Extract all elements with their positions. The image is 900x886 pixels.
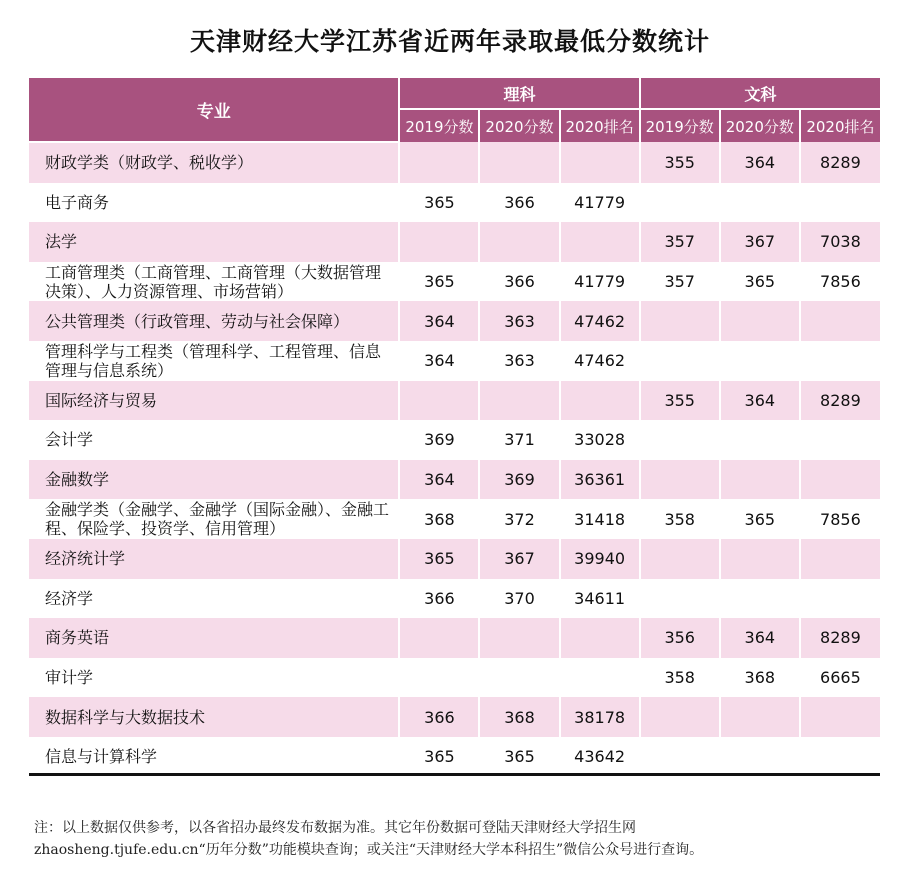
table-row <box>29 539 880 579</box>
arts-2020-score-cell <box>720 341 800 381</box>
table-row <box>29 499 880 539</box>
science-2020-score-cell: 368 <box>479 697 559 737</box>
arts-2020-rank-cell: 8289 <box>800 381 880 421</box>
arts-2019-score-cell: 358 <box>640 658 720 698</box>
arts-2020-score-cell: 364 <box>720 381 800 421</box>
arts-2020-rank-cell: 6665 <box>800 658 880 698</box>
arts-2020-score-cell <box>720 301 800 341</box>
table-row <box>29 737 880 777</box>
science-2019-score-cell: 365 <box>399 262 479 302</box>
science-2020-score-cell <box>479 142 559 183</box>
science-2019-score-cell: 365 <box>399 737 479 777</box>
table-row <box>29 658 880 698</box>
science-2020-score-cell: 371 <box>479 420 559 460</box>
science-2020-rank-cell <box>560 142 640 183</box>
table-row <box>29 142 880 183</box>
arts-2020-rank-cell <box>800 460 880 500</box>
science-2020-score-cell <box>479 618 559 658</box>
arts-2020-rank-cell: 7856 <box>800 499 880 539</box>
major-cell: 国际经济与贸易 <box>29 381 399 421</box>
arts-2019-score-cell: 358 <box>640 499 720 539</box>
science-2020-score-cell: 369 <box>479 460 559 500</box>
arts-2019-score-cell: 357 <box>640 222 720 262</box>
major-cell: 审计学 <box>29 658 399 698</box>
arts-2020-score-cell <box>720 697 800 737</box>
science-2020-rank-cell: 36361 <box>560 460 640 500</box>
major-cell: 信息与计算科学 <box>29 737 399 777</box>
science-2020-rank-cell <box>560 618 640 658</box>
arts-2019-score-cell <box>640 341 720 381</box>
major-cell: 电子商务 <box>29 183 399 223</box>
arts-2020-rank-cell: 7856 <box>800 262 880 302</box>
arts-2019-score-cell <box>640 697 720 737</box>
science-2020-score-cell: 372 <box>479 499 559 539</box>
arts-2019-score-cell <box>640 420 720 460</box>
table-row <box>29 262 880 302</box>
arts-2020-rank-cell <box>800 697 880 737</box>
arts-2020-score-cell <box>720 420 800 460</box>
science-2020-rank-cell: 38178 <box>560 697 640 737</box>
science-2019-score-cell <box>399 222 479 262</box>
arts-2019-score-cell: 355 <box>640 142 720 183</box>
major-cell: 财政学类（财政学、税收学） <box>29 142 399 183</box>
major-cell: 经济统计学 <box>29 539 399 579</box>
footnote-line-2: zhaosheng.tjufe.edu.cn“历年分数”功能模块查询；或关注“天津财经大学本科招生”微信公众号进行查询。 <box>34 842 704 858</box>
table-row <box>29 341 880 381</box>
science-2020-score-cell <box>479 381 559 421</box>
table-row <box>29 301 880 341</box>
arts-2019-score-cell: 357 <box>640 262 720 302</box>
arts-2020-rank-cell <box>800 341 880 381</box>
science-2020-score-cell <box>479 222 559 262</box>
arts-2020-score-cell: 367 <box>720 222 800 262</box>
science-2020-rank-cell: 34611 <box>560 579 640 619</box>
table-bottom-rule <box>29 773 880 776</box>
arts-2020-rank-cell <box>800 579 880 619</box>
arts-2020-score-cell: 364 <box>720 142 800 183</box>
science-2020-score-header: 2020分数 <box>479 109 559 142</box>
science-2019-score-cell: 368 <box>399 499 479 539</box>
table-row <box>29 222 880 262</box>
major-cell: 工商管理类（工商管理、工商管理（大数据管理决策）、人力资源管理、市场营销） <box>29 262 399 302</box>
science-2020-rank-cell <box>560 658 640 698</box>
science-2019-score-header: 2019分数 <box>399 109 479 142</box>
arts-2020-score-cell: 365 <box>720 499 800 539</box>
table-row <box>29 579 880 619</box>
arts-2019-score-cell: 355 <box>640 381 720 421</box>
arts-2020-rank-cell: 8289 <box>800 618 880 658</box>
table-row <box>29 420 880 460</box>
major-cell: 商务英语 <box>29 618 399 658</box>
science-2019-score-cell <box>399 658 479 698</box>
arts-2020-score-cell: 365 <box>720 262 800 302</box>
arts-2020-score-cell <box>720 737 800 777</box>
arts-2020-rank-cell <box>800 301 880 341</box>
major-cell: 金融学类（金融学、金融学（国际金融）、金融工程、保险学、投资学、信用管理） <box>29 499 399 539</box>
arts-2020-rank-cell <box>800 420 880 460</box>
arts-2019-score-cell <box>640 301 720 341</box>
arts-2020-rank-cell: 8289 <box>800 142 880 183</box>
arts-2020-score-cell <box>720 183 800 223</box>
science-2019-score-cell: 365 <box>399 183 479 223</box>
science-2019-score-cell <box>399 142 479 183</box>
table-row <box>29 697 880 737</box>
footnote <box>34 817 884 861</box>
major-cell: 公共管理类（行政管理、劳动与社会保障） <box>29 301 399 341</box>
major-cell: 管理科学与工程类（管理科学、工程管理、信息管理与信息系统） <box>29 341 399 381</box>
science-2019-score-cell: 364 <box>399 341 479 381</box>
arts-2019-score-cell <box>640 539 720 579</box>
arts-2020-score-cell: 368 <box>720 658 800 698</box>
science-2020-score-cell <box>479 658 559 698</box>
science-2020-score-cell: 365 <box>479 737 559 777</box>
table-row <box>29 460 880 500</box>
science-2020-rank-cell: 31418 <box>560 499 640 539</box>
arts-2020-score-cell <box>720 539 800 579</box>
arts-2020-score-cell <box>720 460 800 500</box>
arts-2020-rank-cell: 7038 <box>800 222 880 262</box>
arts-2020-rank-cell <box>800 183 880 223</box>
science-2020-score-cell: 363 <box>479 301 559 341</box>
arts-2019-score-cell <box>640 579 720 619</box>
science-2019-score-cell: 365 <box>399 539 479 579</box>
major-column-header: 专业 <box>29 78 399 142</box>
science-2020-score-cell: 363 <box>479 341 559 381</box>
table-row <box>29 618 880 658</box>
science-2020-rank-cell <box>560 381 640 421</box>
science-2020-rank-cell: 41779 <box>560 262 640 302</box>
table-row <box>29 183 880 223</box>
science-2019-score-cell <box>399 618 479 658</box>
arts-2020-score-cell: 364 <box>720 618 800 658</box>
arts-2020-score-cell <box>720 579 800 619</box>
footnote-line-1: 注：以上数据仅供参考，以各省招办最终发布数据为准。其它年份数据可登陆天津财经大学招生网 <box>34 820 636 836</box>
science-2020-rank-cell: 47462 <box>560 341 640 381</box>
arts-2019-score-header: 2019分数 <box>640 109 720 142</box>
major-cell: 经济学 <box>29 579 399 619</box>
science-2020-score-cell: 370 <box>479 579 559 619</box>
major-cell: 金融数学 <box>29 460 399 500</box>
major-cell: 数据科学与大数据技术 <box>29 697 399 737</box>
science-2020-score-cell: 367 <box>479 539 559 579</box>
arts-2019-score-cell <box>640 460 720 500</box>
science-2020-rank-header: 2020排名 <box>560 109 640 142</box>
science-2020-rank-cell <box>560 222 640 262</box>
science-2019-score-cell <box>399 381 479 421</box>
table-row <box>29 381 880 421</box>
arts-group-header: 文科 <box>640 78 880 109</box>
science-2020-rank-cell: 43642 <box>560 737 640 777</box>
science-2020-rank-cell: 33028 <box>560 420 640 460</box>
science-2020-rank-cell: 41779 <box>560 183 640 223</box>
major-cell: 法学 <box>29 222 399 262</box>
science-2020-rank-cell: 39940 <box>560 539 640 579</box>
science-2020-score-cell: 366 <box>479 183 559 223</box>
science-2020-score-cell: 366 <box>479 262 559 302</box>
arts-2020-rank-cell <box>800 539 880 579</box>
major-cell: 会计学 <box>29 420 399 460</box>
science-2019-score-cell: 366 <box>399 579 479 619</box>
table-body <box>29 142 880 777</box>
arts-2020-score-header: 2020分数 <box>720 109 800 142</box>
page-title: 天津财经大学江苏省近两年录取最低分数统计 <box>189 27 710 56</box>
scores-table <box>29 78 880 777</box>
arts-2019-score-cell <box>640 737 720 777</box>
science-2019-score-cell: 364 <box>399 301 479 341</box>
science-group-header: 理科 <box>399 78 639 109</box>
science-2019-score-cell: 369 <box>399 420 479 460</box>
science-2019-score-cell: 364 <box>399 460 479 500</box>
science-2020-rank-cell: 47462 <box>560 301 640 341</box>
arts-2019-score-cell: 356 <box>640 618 720 658</box>
arts-2020-rank-cell <box>800 737 880 777</box>
arts-2019-score-cell <box>640 183 720 223</box>
science-2019-score-cell: 366 <box>399 697 479 737</box>
arts-2020-rank-header: 2020排名 <box>800 109 880 142</box>
